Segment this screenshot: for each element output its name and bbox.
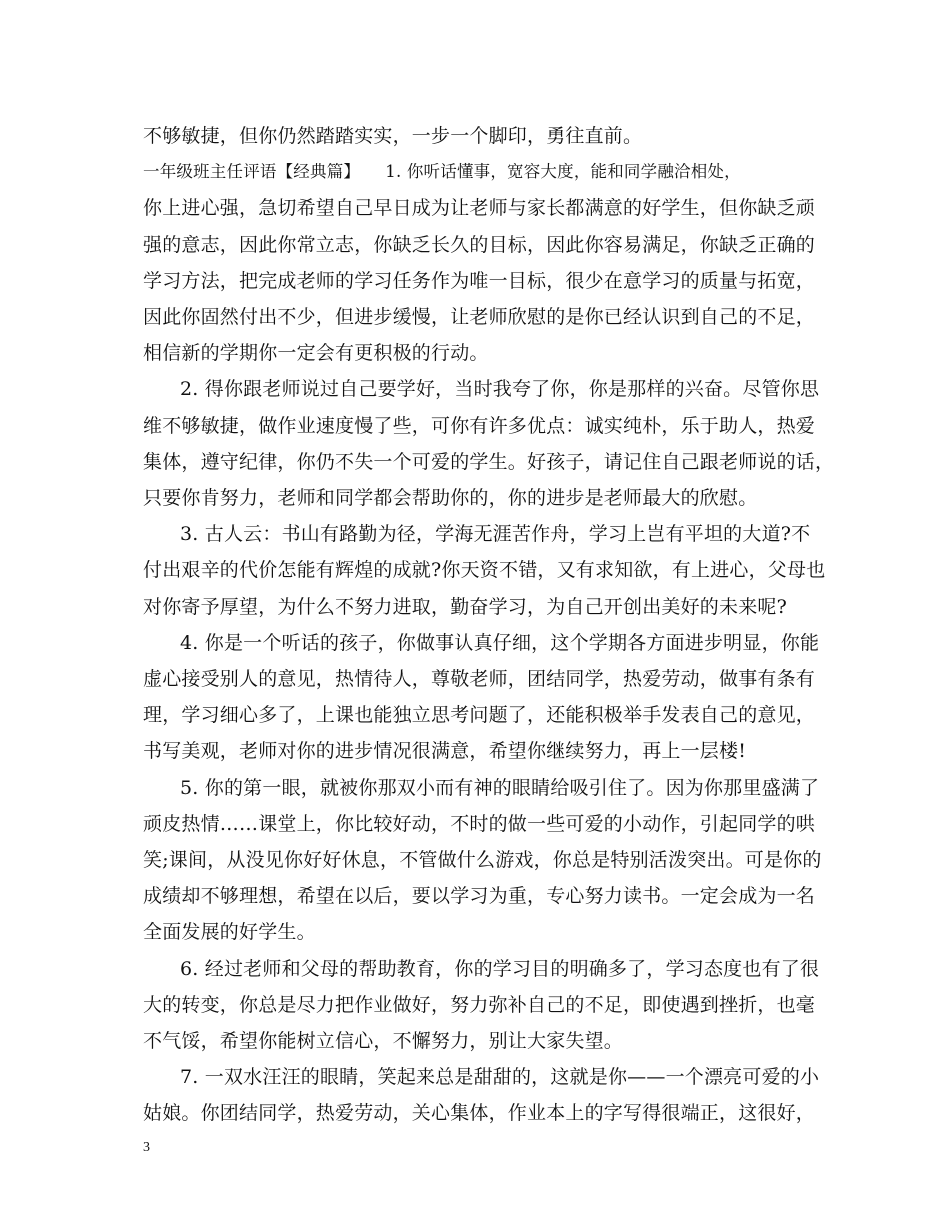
text-line: 付出艰辛的代价怎能有辉煌的成就?你天资不错，又有求知欲，有上进心，父母也 bbox=[143, 559, 826, 582]
text-line: 对你寄予厚望，为什么不努力进取，勤奋学习，为自己开创出美好的未来呢? bbox=[143, 595, 787, 618]
paragraph-start-line: 4. 你是一个听话的孩子，你做事认真仔细，这个学期各方面进步明显，你能 bbox=[180, 631, 820, 654]
paragraph-start-line: 7. 一双水汪汪的眼睛，笑起来总是甜甜的，这就是你——一个漂亮可爱的小 bbox=[180, 1066, 820, 1089]
text-line: 全面发展的好学生。 bbox=[143, 921, 316, 944]
text-line: 因此你固然付出不少，但进步缓慢，让老师欣慰的是你已经认识到自己的不足， bbox=[143, 306, 816, 329]
text-line: 成绩却不够理想，希望在以后，要以学习为重，专心努力读书。一定会成为一名 bbox=[143, 885, 816, 908]
text-line: 相信新的学期你一定会有更积极的行动。 bbox=[143, 342, 489, 365]
section-heading-line: 一年级班主任评语【经典篇】 1. 你听话懂事，宽容大度，能和同学融洽相处， bbox=[143, 162, 741, 182]
text-line: 学习方法，把完成老师的学习任务作为唯一目标，很少在意学习的质量与拓宽， bbox=[143, 269, 816, 292]
paragraph-start-line: 6. 经过老师和父母的帮助教育，你的学习目的明确多了，学习态度也有了很 bbox=[180, 957, 820, 980]
text-line: 强的意志，因此你常立志，你缺乏长久的目标，因此你容易满足，你缺乏正确的 bbox=[143, 233, 816, 256]
text-line: 书写美观，老师对你的进步情况很满意，希望你继续努力，再上一层楼! bbox=[143, 740, 747, 763]
text-line: 只要你肯努力，老师和同学都会帮助你的，你的进步是老师最大的欣慰。 bbox=[143, 487, 758, 510]
text-line: 理，学习细心多了，上课也能独立思考问题了，还能积极举手发表自己的意见， bbox=[143, 704, 816, 727]
text-line: 你上进心强，急切希望自己早日成为让老师与家长都满意的好学生，但你缺乏顽 bbox=[143, 197, 816, 220]
page-number: 3 bbox=[143, 1140, 150, 1155]
text-line: 顽皮热情……课堂上，你比较好动，不时的做一些可爱的小动作，引起同学的哄 bbox=[143, 812, 816, 835]
text-line: 大的转变，你总是尽力把作业做好，努力弥补自己的不足，即使遇到挫折，也毫 bbox=[143, 993, 816, 1016]
text-line: 虚心接受别人的意见，热情待人，尊敬老师，团结同学，热爱劳动，做事有条有 bbox=[143, 668, 816, 691]
text-line: 不气馁，希望你能树立信心，不懈努力，别让大家失望。 bbox=[143, 1030, 624, 1053]
text-line: 不够敏捷，但你仍然踏踏实实，一步一个脚印，勇往直前。 bbox=[143, 125, 643, 147]
text-line: 集体，遵守纪律，你仍不失一个可爱的学生。好孩子，请记住自己跟老师说的话， bbox=[143, 450, 835, 473]
paragraph-start-line: 3. 古人云：书山有路勤为径，学海无涯苦作舟，学习上岂有平坦的大道?不 bbox=[180, 523, 811, 546]
paragraph-start-line: 2. 得你跟老师说过自己要学好，当时我夸了你，你是那样的兴奋。尽管你思 bbox=[180, 378, 820, 401]
document-body bbox=[143, 118, 835, 1132]
paragraph-start-line: 5. 你的第一眼，就被你那双小而有神的眼睛给吸引住了。因为你那里盛满了 bbox=[180, 776, 820, 799]
text-line: 笑;课间，从没见你好好休息，不管做什么游戏，你总是特别活泼突出。可是你的 bbox=[143, 849, 822, 872]
text-line: 维不够敏捷，做作业速度慢了些，可你有许多优点：诚实纯朴，乐于助人，热爱 bbox=[143, 414, 816, 437]
text-line: 姑娘。你团结同学，热爱劳动，关心集体，作业本上的字写得很端正，这很好， bbox=[143, 1102, 816, 1125]
